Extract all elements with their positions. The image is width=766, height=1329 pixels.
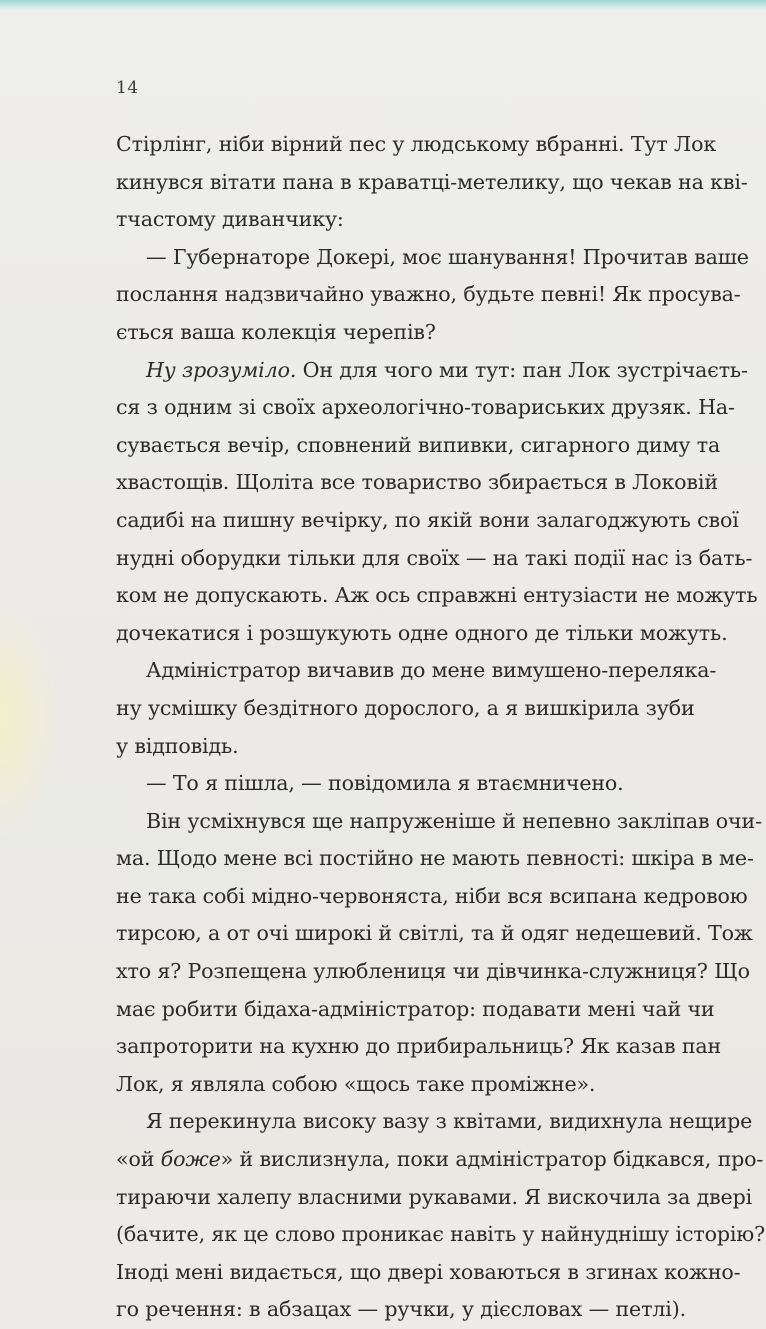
text-line: тирсою, а от очі широкі й світлі, та й одяг недешевий. Тож <box>116 921 753 946</box>
italic-phrase: Ну зрозуміло. <box>146 357 297 382</box>
italic-word: боже <box>160 1147 221 1172</box>
text-line: «ой боже» й вислизнула, поки адміністратор бідкався, про- <box>116 1147 764 1172</box>
text-line: кинувся вітати пана в краватці-метелику, що чекав на кві- <box>116 169 748 194</box>
page-top-edge <box>0 0 766 10</box>
text-line: — Губернаторе Докері, моє шанування! Прочитав ваше <box>146 244 749 269</box>
text-line: хвастощів. Щоліта все товариство збирається в Локовій <box>116 470 718 495</box>
text-line: ну усмішку бездітного дорослого, а я вишкірила зуби <box>116 695 695 720</box>
text-line: тчастому диванчику: <box>116 207 344 232</box>
text-line: Адміністратор вичавив до мене вимушено-переляка- <box>146 658 717 683</box>
text-line: ся з одним зі своїх археологічно-товариських друзяк. На- <box>116 395 735 420</box>
text-line: має робити бідаха-адміністратор: подавати мені чай чи <box>116 996 715 1021</box>
text-line: ється ваша колекція черепів? <box>116 319 436 344</box>
text-line: не така собі мідно-червоняста, ніби вся всипана кедровою <box>116 883 748 908</box>
text-line: садибі на пишну вечірку, по якій вони залагоджують свої <box>116 507 739 532</box>
text-line: тираючи халепу власними рукавами. Я вискочила за двері <box>116 1184 753 1209</box>
page-number: 14 <box>116 78 139 98</box>
text-line: Він усміхнувся ще напруженіше й непевно закліпав очи- <box>146 808 762 833</box>
text-line: нудні оборудки тільки для своїх — на такі події нас із бать- <box>116 545 753 570</box>
text-line: — То я пішла, — повідомила я втаємничено. <box>146 771 624 796</box>
text-line: Іноді мені видається, що двері ховаються в згинах кожно- <box>116 1259 741 1284</box>
text-line: ма. Щодо мене всі постійно не мають певності: шкіра в ме- <box>116 846 754 871</box>
text-line: послання надзвичайно уважно, будьте певні! Як просува- <box>116 282 741 307</box>
body-text <box>116 126 765 1329</box>
text-line: Стірлінг, ніби вірний пес у людському вбранні. Тут Лок <box>116 132 717 156</box>
text-line: ком не допускають. Аж ось справжні ентузіасти не можуть <box>116 583 758 608</box>
text-line: Ну зрозуміло. Он для чого ми тут: пан Лок зустрічаєть- <box>146 357 748 382</box>
text-line: го речення: в абзацах — ручки, у дієсловах — петлі). <box>116 1297 686 1322</box>
text-line: хто я? Розпещена улюблениця чи дівчинка-служниця? Що <box>116 959 750 984</box>
text-line: запроторити на кухню до прибиральниць? Як казав пан <box>116 1034 722 1059</box>
text-line: (бачите, як це слово проникає навіть у найнуднішу історію? <box>116 1222 765 1247</box>
text-line: дочекатися і розшукують одне одного де тільки можуть. <box>116 620 728 645</box>
text-line: Я перекинула високу вазу з квітами, видихнула нещире <box>146 1109 753 1134</box>
text-line: Лок, я являла собою «щось таке проміжне». <box>116 1071 596 1096</box>
text-line: у відповідь. <box>116 733 239 758</box>
text-line: сувається вечір, сповнений випивки, сигарного диму та <box>116 432 721 457</box>
